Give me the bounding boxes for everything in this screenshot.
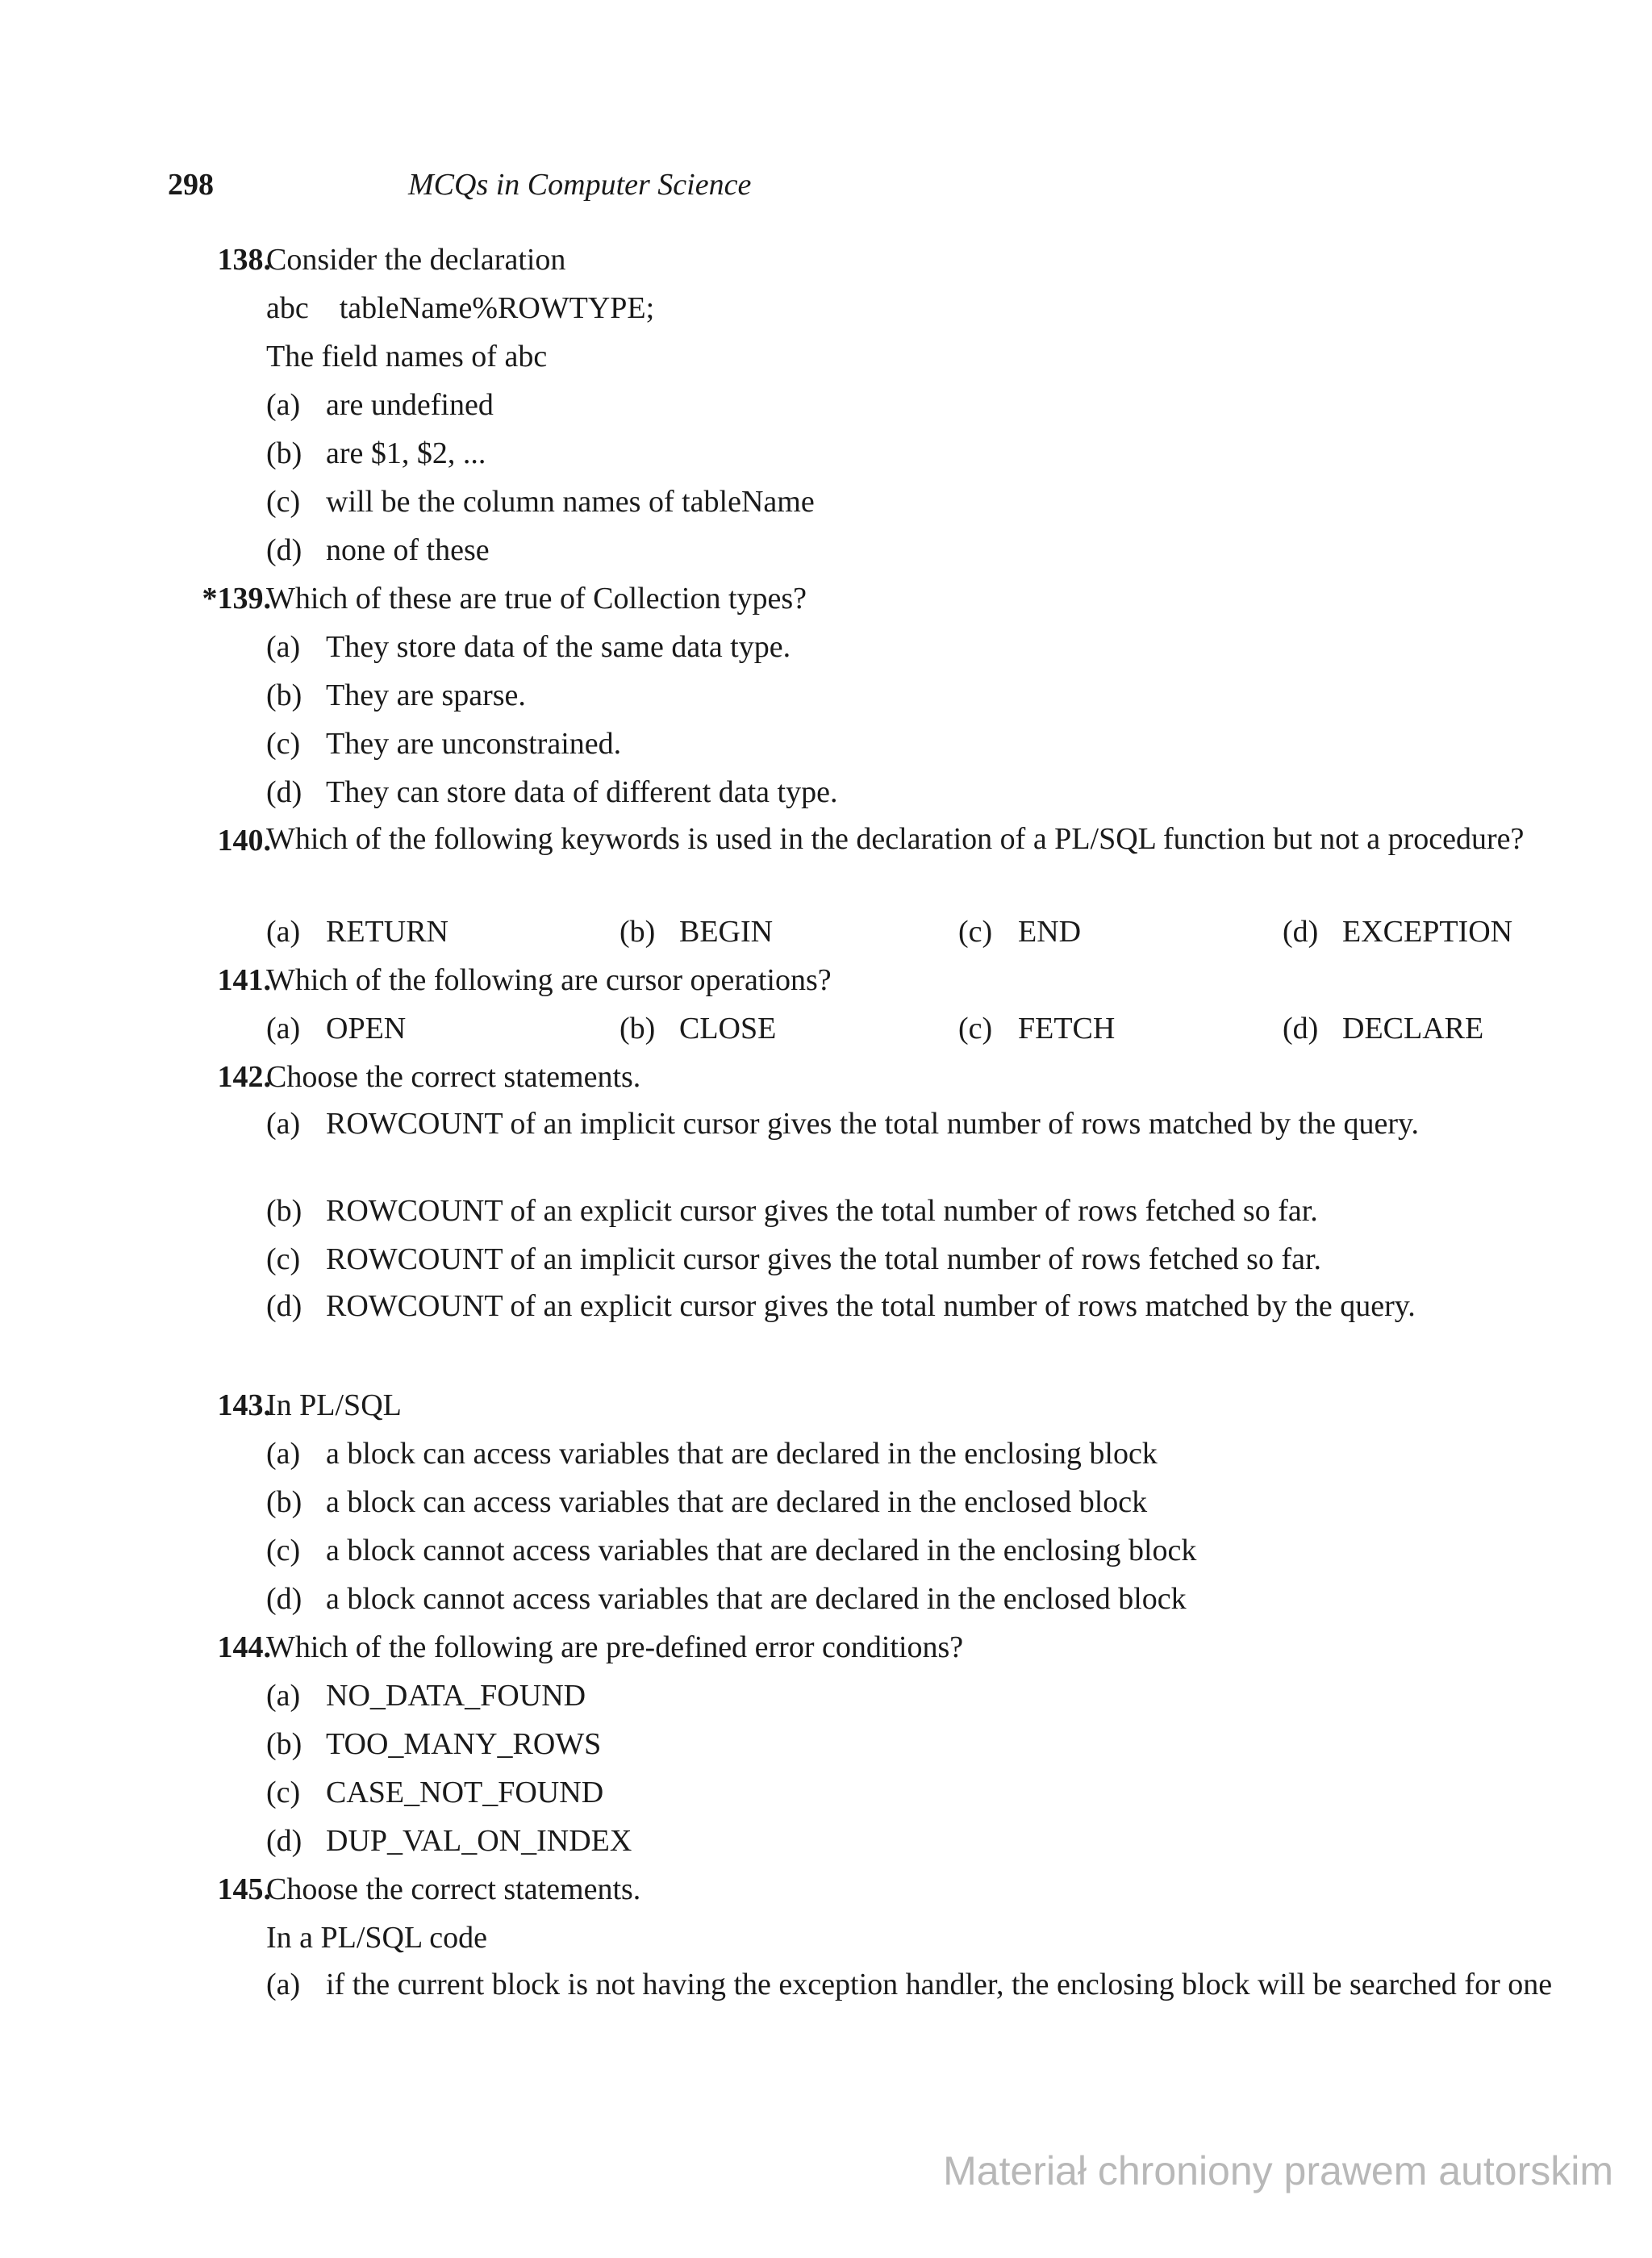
option-text: a block can access variables that are declared in the enclosing block: [326, 1437, 1158, 1471]
question-stem: Which of the following are cursor operations?: [266, 963, 832, 997]
option-text: BEGIN: [679, 915, 774, 949]
option-text: They can store data of different data type.: [326, 775, 838, 809]
option-text: TOO_MANY_ROWS: [326, 1727, 602, 1761]
option-b: [620, 1011, 776, 1046]
option-label: (b): [266, 1727, 302, 1761]
option-d: [266, 1581, 1187, 1617]
option-text: They are unconstrained.: [326, 727, 622, 761]
option-label: (a): [266, 1012, 301, 1046]
question-number: 144.: [217, 1630, 271, 1664]
option-b: [266, 1484, 1147, 1520]
option-text: ROWCOUNT of an implicit cursor gives the total number of rows fetched so far.: [326, 1242, 1322, 1276]
option-label: (a): [266, 915, 301, 949]
option-d: [266, 1285, 1597, 1327]
option-d: [266, 774, 837, 810]
option-text: a block can access variables that are declared in the enclosed block: [326, 1485, 1148, 1519]
option-text: EXCEPTION: [1342, 915, 1513, 949]
option-text: DECLARE: [1342, 1012, 1484, 1046]
option-text: They are sparse.: [326, 678, 526, 712]
option-label: (c): [266, 727, 301, 761]
option-label: (d): [266, 1289, 302, 1323]
question-number: 141.: [217, 963, 271, 997]
option-text: are $1, $2, ...: [326, 436, 486, 470]
option-text: They store data of the same data type.: [326, 630, 791, 664]
option-a: [266, 1436, 1158, 1471]
option-c: [266, 726, 621, 762]
option-label: (b): [620, 1012, 656, 1046]
option-label: (b): [620, 915, 656, 949]
question-number: 145.: [217, 1872, 271, 1906]
option-text: NO_DATA_FOUND: [326, 1679, 586, 1713]
option-a: [266, 1678, 586, 1713]
option-label: (b): [266, 678, 302, 712]
option-label: (c): [266, 1776, 301, 1809]
option-label: (d): [266, 533, 302, 567]
option-a: [266, 1964, 1597, 2005]
option-c: [958, 1011, 1115, 1046]
page-number: 298: [168, 168, 214, 202]
option-label: (c): [958, 915, 993, 949]
question-number: *139.: [202, 582, 271, 616]
option-b: [266, 678, 526, 713]
option-d: [1283, 1011, 1483, 1046]
option-text: a block cannot access variables that are declared in the enclosing block: [326, 1534, 1197, 1567]
option-label: (b): [266, 1194, 302, 1228]
option-d: [266, 532, 490, 568]
option-label: (d): [1283, 1012, 1319, 1046]
option-text: a block cannot access variables that are declared in the enclosed block: [326, 1582, 1187, 1616]
option-label: (a): [266, 1679, 301, 1713]
option-label: (d): [1283, 915, 1319, 949]
option-label: (d): [266, 1824, 302, 1858]
option-text: DUP_VAL_ON_INDEX: [326, 1824, 632, 1858]
question-stem: In PL/SQL: [266, 1388, 402, 1422]
option-label: (a): [266, 1437, 301, 1471]
option-a: [266, 1103, 1597, 1145]
option-label: (c): [266, 485, 301, 519]
option-c: [266, 484, 815, 520]
option-c: [958, 914, 1081, 950]
copyright-watermark: Materiał chroniony prawem autorskim: [943, 2148, 1613, 2193]
option-a: [266, 1011, 406, 1046]
question-number: 138.: [217, 243, 271, 277]
option-a: [266, 387, 494, 423]
question-stem: Which of the following are pre-defined error conditions?: [266, 1630, 964, 1664]
option-b: [620, 914, 773, 950]
option-text: CLOSE: [679, 1012, 777, 1046]
option-text: OPEN: [326, 1012, 407, 1046]
option-c: [266, 1533, 1196, 1568]
option-text: ROWCOUNT of an explicit cursor gives the total number of rows matched by the query.: [326, 1289, 1416, 1323]
question-stem: Which of these are true of Collection types?: [266, 582, 807, 616]
question-stem: Choose the correct statements.: [266, 1060, 641, 1094]
running-title: MCQs in Computer Science: [408, 168, 752, 202]
option-a: [266, 629, 791, 665]
option-d: [1283, 914, 1512, 950]
option-label: (c): [266, 1534, 301, 1567]
question-stem: Which of the following keywords is used in the declaration of a PL/SQL function but not a procedure?: [266, 822, 1525, 856]
option-text: will be the column names of tableName: [326, 485, 815, 519]
question-stem: Consider the declaration: [266, 243, 566, 277]
option-b: [266, 1193, 1318, 1229]
option-text: none of these: [326, 533, 490, 567]
code-line: abc tableName%ROWTYPE;: [266, 291, 655, 325]
option-label: (d): [266, 775, 302, 809]
option-a: [266, 914, 448, 950]
option-b: [266, 436, 486, 471]
option-label: (c): [958, 1012, 993, 1046]
question-stem: In a PL/SQL code: [266, 1921, 488, 1955]
option-label: (d): [266, 1582, 302, 1616]
option-text: RETURN: [326, 915, 448, 949]
option-text: CASE_NOT_FOUND: [326, 1776, 604, 1809]
option-c: [266, 1775, 603, 1810]
option-b: [266, 1726, 601, 1762]
option-d: [266, 1823, 632, 1859]
option-text: are undefined: [326, 388, 494, 422]
option-text: FETCH: [1018, 1012, 1116, 1046]
question-number: 142.: [217, 1060, 271, 1094]
option-c: [266, 1242, 1321, 1277]
option-label: (a): [266, 1968, 301, 2001]
option-label: (c): [266, 1242, 301, 1276]
question-stem: Choose the correct statements.: [266, 1872, 641, 1906]
option-label: (b): [266, 436, 302, 470]
question-stem: The field names of abc: [266, 340, 548, 374]
option-text: if the current block is not having the exception handler, the enclosing block will be searched for one: [326, 1968, 1553, 2001]
option-label: (b): [266, 1485, 302, 1519]
question-number: 140.: [217, 824, 271, 858]
option-label: (a): [266, 630, 301, 664]
option-label: (a): [266, 1107, 301, 1141]
option-text: ROWCOUNT of an implicit cursor gives the total number of rows matched by the query.: [326, 1107, 1420, 1141]
option-text: ROWCOUNT of an explicit cursor gives the total number of rows fetched so far.: [326, 1194, 1318, 1228]
option-text: END: [1018, 915, 1082, 949]
option-label: (a): [266, 388, 301, 422]
question-number: 143.: [217, 1388, 271, 1422]
